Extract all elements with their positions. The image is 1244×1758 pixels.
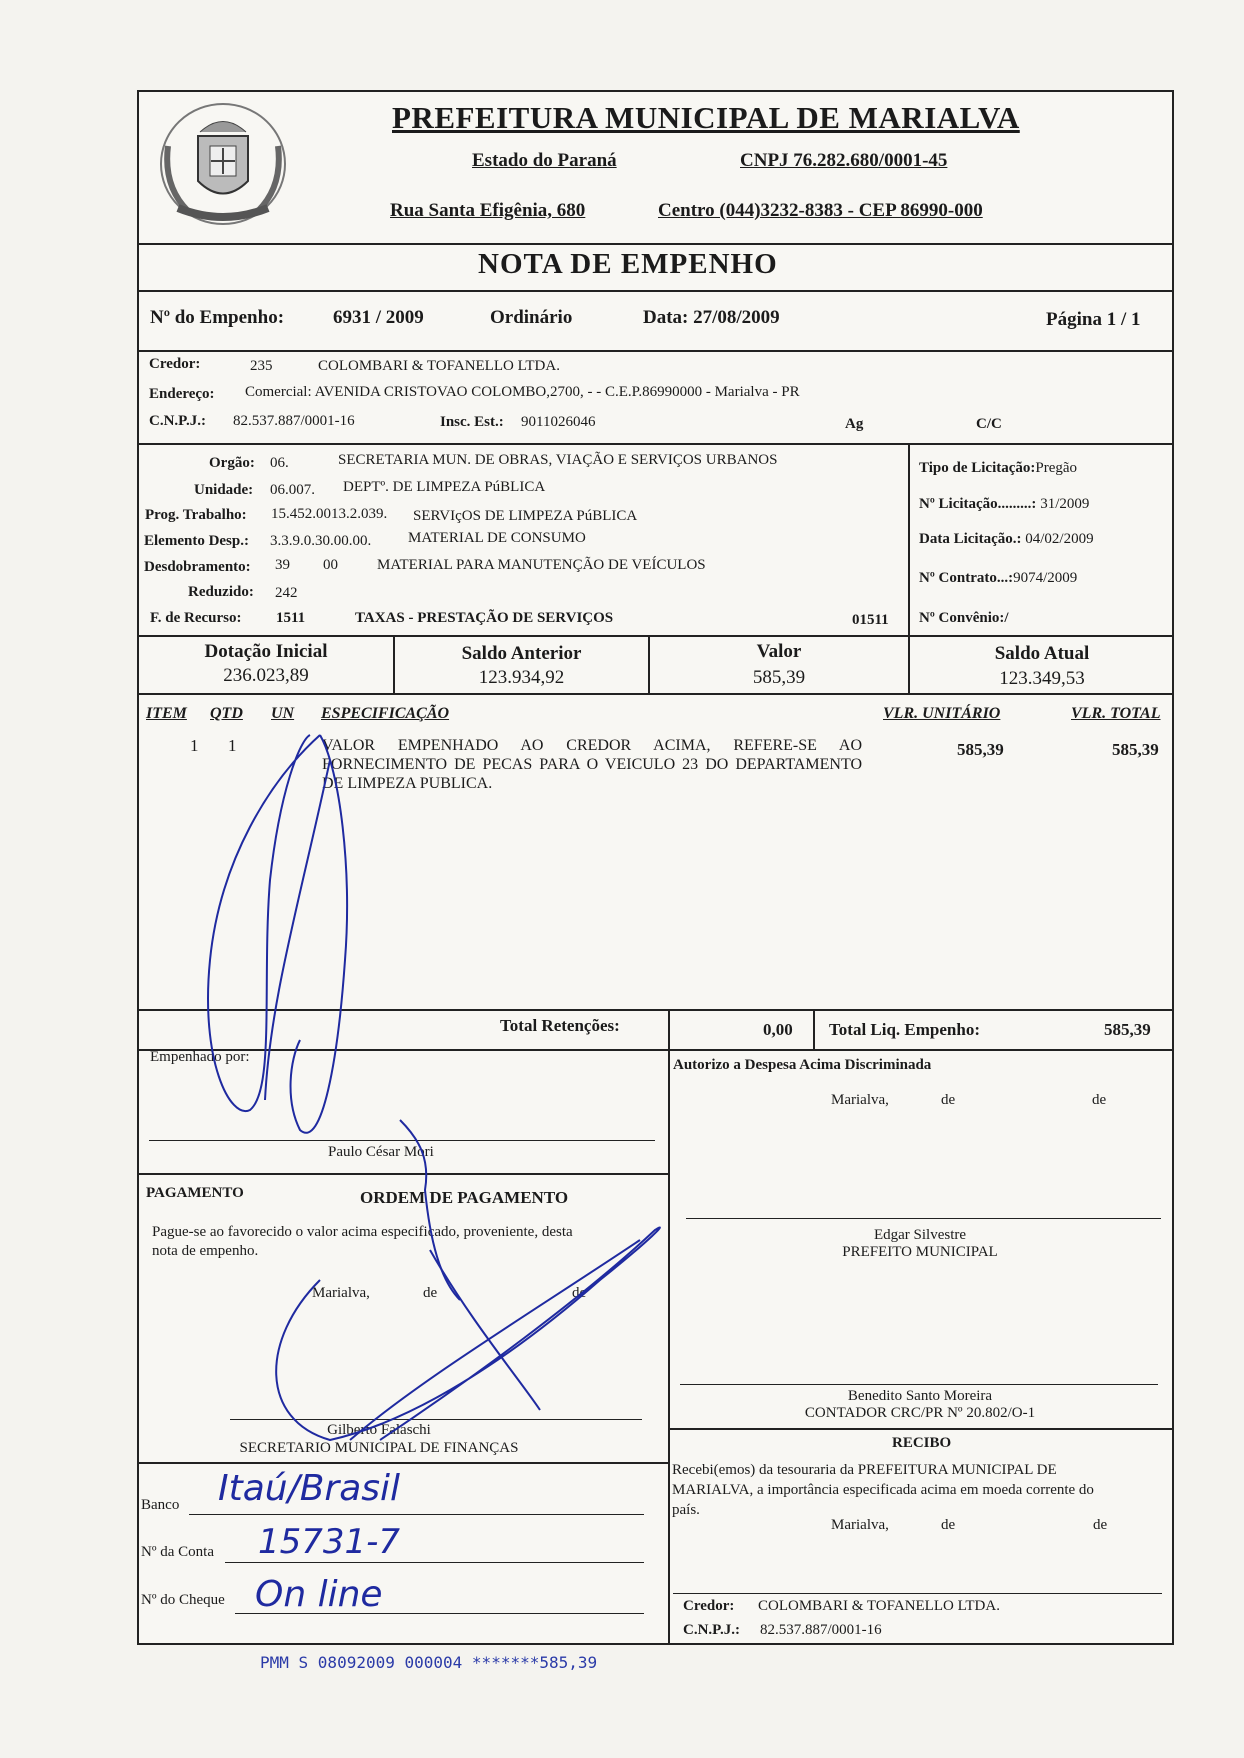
recurso-code: 1511 <box>276 610 306 626</box>
liquido-label: Total Liq. Empenho: <box>829 1020 980 1039</box>
reduzido-value: 242 <box>275 585 298 601</box>
item-number: 1 <box>190 736 199 755</box>
item-qtd: 1 <box>228 736 237 755</box>
empenho-date: Data: 27/08/2009 <box>643 307 780 328</box>
pagamento-de-2: de <box>572 1285 587 1301</box>
saldo-atual-value: 123.349,53 <box>999 668 1085 689</box>
valor-value: 585,39 <box>752 667 806 688</box>
item-description: VALOR EMPENHADO AO CREDOR ACIMA, REFERE-SE AO FORNECIMENTO DE PECAS PARA O VEICULO 23 DO DEPARTAMENTO DE LIMPEZA PUBLICA. <box>322 737 862 792</box>
licitacao-contrato <box>919 570 1077 587</box>
insc-est-label: Insc. Est.: <box>440 414 504 430</box>
conta-label: Nº da Conta <box>141 1544 214 1560</box>
licitacao-data-value: 04/02/2009 <box>1025 531 1094 547</box>
col-header-vlr-total: VLR. TOTAL <box>1071 705 1161 722</box>
conta-handwritten: 15731-7 <box>258 1522 401 1562</box>
orgao-label: Orgão: <box>209 455 255 471</box>
licitacao-numero-value: 31/2009 <box>1040 496 1090 512</box>
recibo-text-1: Recebi(emos) da tesouraria da PREFEITURA MUNICIPAL DE <box>672 1462 1057 1478</box>
credor-code: 235 <box>250 358 273 374</box>
endereco-label: Endereço: <box>149 386 215 402</box>
cnpj-label: C.N.P.J.: <box>149 413 206 429</box>
recibo-de-1: de <box>941 1517 956 1533</box>
licitacao-numero <box>919 496 1089 513</box>
col-header-qtd: QTD <box>210 705 243 722</box>
document-title: NOTA DE EMPENHO <box>478 248 778 280</box>
pagamento-label: PAGAMENTO <box>146 1185 244 1201</box>
coat-of-arms-icon <box>148 96 298 236</box>
col-header-item: ITEM <box>146 705 187 722</box>
prefeito-title: PREFEITO MUNICIPAL <box>842 1244 998 1260</box>
col-header-vlr-unitario: VLR. UNITÁRIO <box>883 705 1001 722</box>
credor-cnpj: 82.537.887/0001-16 <box>233 413 355 429</box>
pagamento-city: Marialva, <box>312 1285 370 1301</box>
header-cnpj: CNPJ 76.282.680/0001-45 <box>740 150 948 171</box>
insc-est-value: 9011026046 <box>521 414 596 430</box>
cheque-label: Nº do Cheque <box>141 1592 225 1608</box>
recibo-credor-label: Credor: <box>683 1598 735 1614</box>
prog-trabalho-name: SERVIçOS DE LIMPEZA PúBLICA <box>413 508 638 524</box>
autorizo-de-2: de <box>1092 1092 1107 1108</box>
saldo-anterior-value: 123.934,92 <box>478 667 565 688</box>
licitacao-tipo <box>919 460 1077 477</box>
recurso-label: F. de Recurso: <box>150 610 242 626</box>
page-title: PREFEITURA MUNICIPAL DE MARIALVA <box>392 100 1020 135</box>
elemento-code: 3.3.9.0.30.00.00. <box>270 533 372 549</box>
retencoes-label: Total Retenções: <box>500 1016 620 1035</box>
print-stamp: PMM S 08092009 000004 *******585,39 <box>260 1653 598 1672</box>
autorizo-city: Marialva, <box>831 1092 889 1108</box>
item-unit-value: 585,39 <box>957 740 1004 759</box>
recibo-title: RECIBO <box>892 1435 952 1451</box>
dotacao-value: 236.023,89 <box>223 665 309 686</box>
prog-trabalho-label: Prog. Trabalho: <box>145 507 247 523</box>
header-contact: Centro (044)3232-8383 - CEP 86990-000 <box>658 200 983 221</box>
secretario-title: SECRETARIO MUNICIPAL DE FINANÇAS <box>239 1440 519 1456</box>
empenho-number: 6931 / 2009 <box>333 307 424 328</box>
valor-label: Valor <box>756 641 802 662</box>
recurso-code2: 01511 <box>852 612 889 628</box>
autorizo-text: Autorizo a Despesa Acima Discriminada <box>673 1057 932 1073</box>
licitacao-data-label: Data Licitação.: <box>919 531 1022 547</box>
saldo-atual-label: Saldo Atual <box>994 643 1090 664</box>
pagamento-text-2: nota de empenho. <box>152 1243 259 1259</box>
orgao-code: 06. <box>270 455 289 471</box>
empenhado-name: Paulo César Mori <box>328 1144 434 1160</box>
liquido-value: 585,39 <box>1104 1020 1151 1039</box>
licitacao-convenio: Nº Convênio:/ <box>919 610 1009 626</box>
cc-label: C/C <box>976 416 1002 432</box>
item-total-value: 585,39 <box>1112 740 1159 759</box>
ag-label: Ag <box>845 416 864 432</box>
recurso-name: TAXAS - PRESTAÇÃO DE SERVIÇOS <box>355 610 614 626</box>
licitacao-contrato-label: Nº Contrato...: <box>919 570 1014 586</box>
recibo-text-2: MARIALVA, a importância especificada acima em moeda corrente do <box>672 1482 1094 1498</box>
col-header-un: UN <box>271 705 295 722</box>
ordem-pagamento-label: ORDEM DE PAGAMENTO <box>360 1188 569 1207</box>
header-address: Rua Santa Efigênia, 680 <box>390 200 586 221</box>
reduzido-label: Reduzido: <box>188 584 254 600</box>
empenho-number-label: Nº do Empenho: <box>150 307 285 328</box>
empenho-type: Ordinário <box>490 307 573 328</box>
credor-name: COLOMBARI & TOFANELLO LTDA. <box>318 358 560 374</box>
elemento-label: Elemento Desp.: <box>144 533 249 549</box>
contador-title: CONTADOR CRC/PR Nº 20.802/O-1 <box>804 1405 1036 1421</box>
recibo-city: Marialva, <box>831 1517 889 1533</box>
prog-trabalho-code: 15.452.0013.2.039. <box>271 506 388 522</box>
recibo-text-3: país. <box>672 1502 700 1518</box>
autorizo-de-1: de <box>941 1092 956 1108</box>
unidade-name: DEPTº. DE LIMPEZA PúBLICA <box>343 479 546 495</box>
page-number: Página 1 / 1 <box>1046 309 1141 330</box>
col-header-especificacao: ESPECIFICAÇÃO <box>321 705 450 722</box>
pagamento-de-1: de <box>423 1285 438 1301</box>
pagamento-text-1: Pague-se ao favorecido o valor acima especificado, proveniente, desta <box>152 1224 573 1240</box>
prefeito-name: Edgar Silvestre <box>873 1227 967 1243</box>
recibo-cnpj-label: C.N.P.J.: <box>683 1622 740 1638</box>
licitacao-tipo-value: Pregão <box>1035 460 1078 476</box>
cheque-handwritten: On line <box>255 1574 383 1615</box>
secretario-name: Gilberto Falaschi <box>327 1422 431 1438</box>
empenhado-label: Empenhado por: <box>150 1049 250 1065</box>
desdobramento-code1: 39 <box>275 557 290 573</box>
credor-label: Credor: <box>149 356 201 372</box>
state-label: Estado do Paraná <box>472 150 617 171</box>
recibo-cnpj-value: 82.537.887/0001-16 <box>760 1622 882 1638</box>
desdobramento-name: MATERIAL PARA MANUTENÇÃO DE VEÍCULOS <box>377 557 706 573</box>
recibo-credor-name: COLOMBARI & TOFANELLO LTDA. <box>758 1598 1000 1614</box>
licitacao-data <box>919 531 1094 548</box>
contador-name: Benedito Santo Moreira <box>847 1388 993 1404</box>
saldo-anterior-label: Saldo Anterior <box>461 643 582 664</box>
banco-handwritten: Itaú/Brasil <box>218 1468 401 1509</box>
unidade-code: 06.007. <box>270 482 315 498</box>
desdobramento-code2: 00 <box>323 557 338 573</box>
dotacao-label: Dotação Inicial <box>204 641 328 662</box>
banco-label: Banco <box>141 1497 180 1513</box>
unidade-label: Unidade: <box>194 482 254 498</box>
credor-address: Comercial: AVENIDA CRISTOVAO COLOMBO,2700, - - C.E.P.86990000 - Marialva - PR <box>245 384 800 400</box>
retencoes-value: 0,00 <box>763 1020 793 1039</box>
orgao-name: SECRETARIA MUN. DE OBRAS, VIAÇÃO E SERVIÇOS URBANOS <box>338 452 778 468</box>
elemento-name: MATERIAL DE CONSUMO <box>408 530 586 546</box>
licitacao-tipo-label: Tipo de Licitação: <box>919 460 1036 476</box>
licitacao-numero-label: Nº Licitação.........: <box>919 496 1037 512</box>
recibo-de-2: de <box>1093 1517 1108 1533</box>
desdobramento-label: Desdobramento: <box>144 559 251 575</box>
licitacao-contrato-value: 9074/2009 <box>1013 570 1078 586</box>
